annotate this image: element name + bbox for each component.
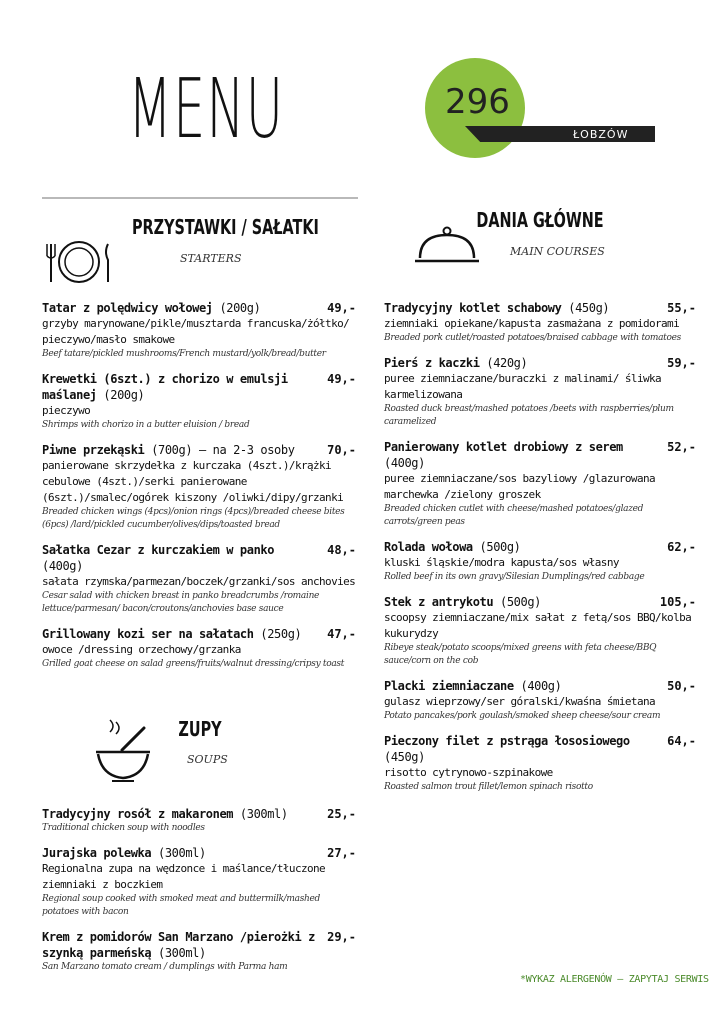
list-item [42,806,356,835]
list-item [42,626,356,671]
item-english: Shrimps with chorizo in a butter eluision / bread [42,420,250,430]
logo-number: 296 [445,82,510,122]
item-price: 47,- [327,627,356,641]
item-weight: (700g) – na 2-3 osoby [144,443,295,457]
item-english: Roasted salmon trout fillet/lemon spinach risotto [384,782,593,792]
item-description: sałata rzymska/parmezan/boczek/grzanki/sos anchovies [42,575,356,588]
item-description: scoopsy ziemniaczane/mix sałat z fetą/sos BBQ/kolba kukurydzy [384,611,692,640]
item-english: Ribeye steak/potato scoops/mixed greens with feta cheese/BBQ sauce/corn on the cob [384,643,657,666]
logo-place: ŁOBZÓW [573,128,629,141]
list-item [384,594,696,668]
cloche-icon [412,224,482,270]
item-weight: (300ml) [151,946,206,960]
item-weight: (450g) [384,750,425,764]
item-english: Potato pancakes/pork goulash/smoked sheep cheese/sour cream [384,711,661,721]
item-weight: (500g) [472,540,521,554]
item-english: Grilled goat cheese on salad greens/fruits/walnut dressing/cripsy toast [42,659,345,669]
item-name: Grillowany kozi ser na sałatach [42,627,254,641]
list-item [42,442,356,532]
soups-subtitle: SOUPS [187,753,228,766]
menu-title: MENU [128,62,285,157]
item-weight: (200g) [212,301,261,315]
item-name: Krem z pomidorów San Marzano /pierożki z szynką parmeńską [42,930,315,960]
item-name: Tatar z polędwicy wołowej [42,301,213,315]
item-english: Regional soup cooked with smoked meat and buttermilk/mashed potatoes with bacon [42,894,321,917]
plate-cutlery-icon [44,238,114,286]
item-price: 70,- [327,443,356,457]
list-item [42,845,356,919]
item-price: 49,- [327,301,356,315]
list-item [384,439,696,529]
item-description: gulasz wieprzowy/ser góralski/kwaśna śmietana [384,695,656,708]
starters-list [42,300,356,681]
starters-title: PRZYSTAWKI / SAŁATKI [132,215,319,239]
item-description: ziemniaki opiekane/kapusta zasmażana z pomidorami [384,317,680,330]
item-description: panierowane skrzydełka z kurczaka (4szt.)/krążki cebulowe (4szt.)/serki panierowane (6szt.)/smalec/ogórek kiszony /oliwki/dipy/grzanki [42,459,344,504]
item-english: Roasted duck breast/mashed potatoes /beets with raspberries/plum caramelized [384,404,674,427]
item-name: Pieczony filet z pstrąga łososiowego [384,734,630,748]
title-divider [42,197,358,199]
mains-subtitle: MAIN COURSES [510,245,605,258]
soup-bowl-icon [92,718,154,784]
item-price: 29,- [327,930,356,944]
list-item [384,733,696,794]
item-description: Regionalna zupa na wędzonce i maślance/tłuczone ziemniaki z boczkiem [42,862,326,891]
list-item [384,678,696,723]
item-description: kluski śląskie/modra kapusta/sos własny [384,556,619,569]
item-english: Cesar salad with chicken breast in panko breadcrumbs /romaine lettuce/parmesan/ bacon/croutons/anchovies base sauce [42,591,320,614]
item-weight: (420g) [479,356,528,370]
soups-list [42,806,356,984]
item-price: 105,- [659,595,696,609]
item-name: Stek z antrykotu [384,595,494,609]
list-item [42,929,356,974]
item-price: 52,- [667,440,696,454]
item-price: 59,- [667,356,696,370]
soups-title: ZUPY [178,717,222,741]
item-name: Placki ziemniaczane [384,679,514,693]
item-price: 62,- [667,540,696,554]
restaurant-logo [425,58,655,158]
item-weight: (200g) [96,388,145,402]
item-description: grzyby marynowane/pikle/musztarda francuska/żółtko/ pieczywo/masło smakowe [42,317,350,346]
list-item [42,542,356,616]
item-weight: (300ml) [233,807,288,821]
item-price: 48,- [327,543,356,557]
item-price: 64,- [667,734,696,748]
item-price: 27,- [327,846,356,860]
item-weight: (250g) [253,627,302,641]
item-description: puree ziemniaczane/sos bazyliowy /glazurowana marchewka /zielony groszek [384,472,656,501]
mains-title: DANIA GŁÓWNE [476,208,604,232]
item-weight: (400g) [513,679,562,693]
item-weight: (300ml) [151,846,206,860]
item-name: Tradycyjny rosół z makaronem [42,807,234,821]
item-name: Panierowany kotlet drobiowy z serem [384,440,623,454]
list-item [384,355,696,429]
list-item [384,539,696,584]
item-weight: (450g) [561,301,610,315]
item-english: San Marzano tomato cream / dumplings with Parma ham [42,962,288,972]
item-name: Rolada wołowa [384,540,473,554]
item-price: 49,- [327,372,356,386]
list-item [42,371,356,432]
item-english: Breaded chicken wings (4pcs)/onion rings (4pcs)/breaded cheese bites (6pcs) /lard/pickled cucumber/olives/dips/toasted bread [42,507,345,530]
item-english: Breaded pork cutlet/roasted potatoes/braised cabbage with tomatoes [384,333,681,343]
item-description: puree ziemniaczane/buraczki z malinami/ śliwka karmelizowana [384,372,662,401]
item-description: pieczywo [42,404,91,417]
item-name: Jurajska polewka [42,846,152,860]
list-item [384,300,696,345]
item-weight: (400g) [384,456,425,470]
item-name: Krewetki (6szt.) z chorizo w emulsji maślanej [42,372,288,402]
item-price: 50,- [667,679,696,693]
item-english: Breaded chicken cutlet with cheese/mashed potatoes/glazed carrots/green peas [384,504,644,527]
item-description: owoce /dressing orzechowy/grzanka [42,643,241,656]
item-price: 25,- [327,807,356,821]
item-english: Rolled beef in its own gravy/Silesian Dumplings/red cabbage [384,572,645,582]
list-item [42,300,356,361]
item-weight: (500g) [493,595,541,609]
item-name: Sałatka Cezar z kurczakiem w panko [42,543,275,557]
item-description: risotto cytrynowo-szpinakowe [384,766,553,779]
mains-list [384,300,696,804]
item-name: Piwne przekąski [42,443,145,457]
item-english: Beef tatare/pickled mushrooms/French mustard/yolk/bread/butter [42,349,326,359]
item-name: Tradycyjny kotlet schabowy [384,301,562,315]
allergen-note: *WYKAZ ALERGENÓW – ZAPYTAJ SERWIS [520,974,709,985]
item-english: Traditional chicken soup with noodles [42,823,205,833]
item-weight: (400g) [42,559,83,573]
starters-subtitle: STARTERS [180,252,242,265]
item-price: 55,- [667,301,696,315]
item-name: Pierś z kaczki [384,356,480,370]
